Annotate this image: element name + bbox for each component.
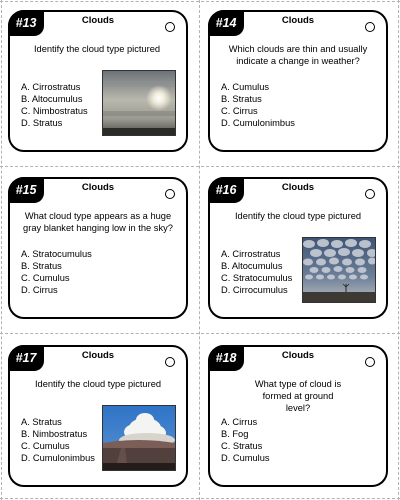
answer-options: [221, 248, 292, 296]
answer-option: A. Cirrus: [221, 417, 258, 427]
cut-line-top: [0, 1, 400, 2]
card-question: Identify the cloud type pictured: [34, 379, 162, 389]
answer-option: C. Nimbostratus: [21, 106, 88, 116]
cloud-photo-storm-icon: [102, 405, 176, 471]
card-number: #15: [8, 177, 44, 203]
card-title: Clouds: [81, 182, 115, 193]
task-card-16: [208, 177, 388, 319]
answer-option: D. Cumulonimbus: [21, 453, 95, 463]
answer-option: B. Altocumulus: [221, 261, 283, 271]
answer-option: C. Stratocumulus: [221, 273, 293, 283]
cut-line-bottom: [0, 498, 400, 499]
cloud-photo-sun-icon: [102, 70, 176, 136]
answer-option: D. Cirrocumulus: [221, 285, 288, 295]
card-question: What cloud type appears as a huge gray blanket hanging low in the sky?: [23, 211, 173, 233]
card-question: What type of cloud is formed at ground level?: [254, 379, 342, 413]
punch-hole-icon: [365, 189, 375, 199]
answer-options: [21, 248, 92, 296]
card-number: #18: [208, 345, 244, 371]
punch-hole-icon: [165, 189, 175, 199]
card-number: #13: [8, 10, 44, 36]
punch-hole-icon: [365, 22, 375, 32]
card-question: Which clouds are thin and usually indicate a change in weather?: [228, 44, 368, 66]
answer-option: A. Cumulus: [221, 82, 270, 92]
answer-option: A. Stratocumulus: [21, 249, 92, 259]
answer-option: D. Cumulonimbus: [221, 118, 295, 128]
task-card-15: [8, 177, 188, 319]
answer-option: B. Nimbostratus: [21, 429, 88, 439]
answer-option: D. Cirrus: [21, 285, 58, 295]
answer-option: A. Cirrostratus: [221, 249, 281, 259]
punch-hole-icon: [165, 357, 175, 367]
task-card-18: [208, 345, 388, 487]
answer-options: [221, 81, 295, 129]
card-question: Identify the cloud type pictured: [234, 211, 362, 221]
answer-option: C. Cumulus: [21, 273, 70, 283]
cut-line-row1: [0, 166, 400, 167]
cut-line-left: [1, 0, 2, 500]
answer-option: C. Stratus: [221, 441, 263, 451]
answer-options: [21, 416, 95, 464]
card-number: #16: [208, 177, 244, 203]
card-number: #14: [208, 10, 244, 36]
answer-option: C. Cumulus: [21, 441, 70, 451]
answer-option: B. Stratus: [21, 261, 62, 271]
task-card-13: [8, 10, 188, 152]
cut-line-right: [398, 0, 399, 500]
card-question: Identify the cloud type pictured: [33, 44, 161, 54]
card-title: Clouds: [81, 15, 115, 26]
punch-hole-icon: [365, 357, 375, 367]
answer-options: [221, 416, 270, 464]
task-card-14: [208, 10, 388, 152]
answer-option: C. Cirrus: [221, 106, 258, 116]
cut-line-row2: [0, 333, 400, 334]
punch-hole-icon: [165, 22, 175, 32]
cut-line-middle: [199, 0, 200, 500]
card-title: Clouds: [81, 350, 115, 361]
task-card-17: [8, 345, 188, 487]
card-title: Clouds: [281, 350, 315, 361]
answer-option: B. Fog: [221, 429, 249, 439]
card-title: Clouds: [281, 15, 315, 26]
answer-option: D. Stratus: [21, 118, 63, 128]
cloud-photo-puffs-icon: [302, 237, 376, 303]
answer-option: B. Stratus: [221, 94, 262, 104]
answer-options: [21, 81, 88, 129]
card-title: Clouds: [281, 182, 315, 193]
card-number: #17: [8, 345, 44, 371]
answer-option: A. Cirrostratus: [21, 82, 81, 92]
answer-option: D. Cumulus: [221, 453, 270, 463]
answer-option: A. Stratus: [21, 417, 62, 427]
answer-option: B. Altocumulus: [21, 94, 83, 104]
